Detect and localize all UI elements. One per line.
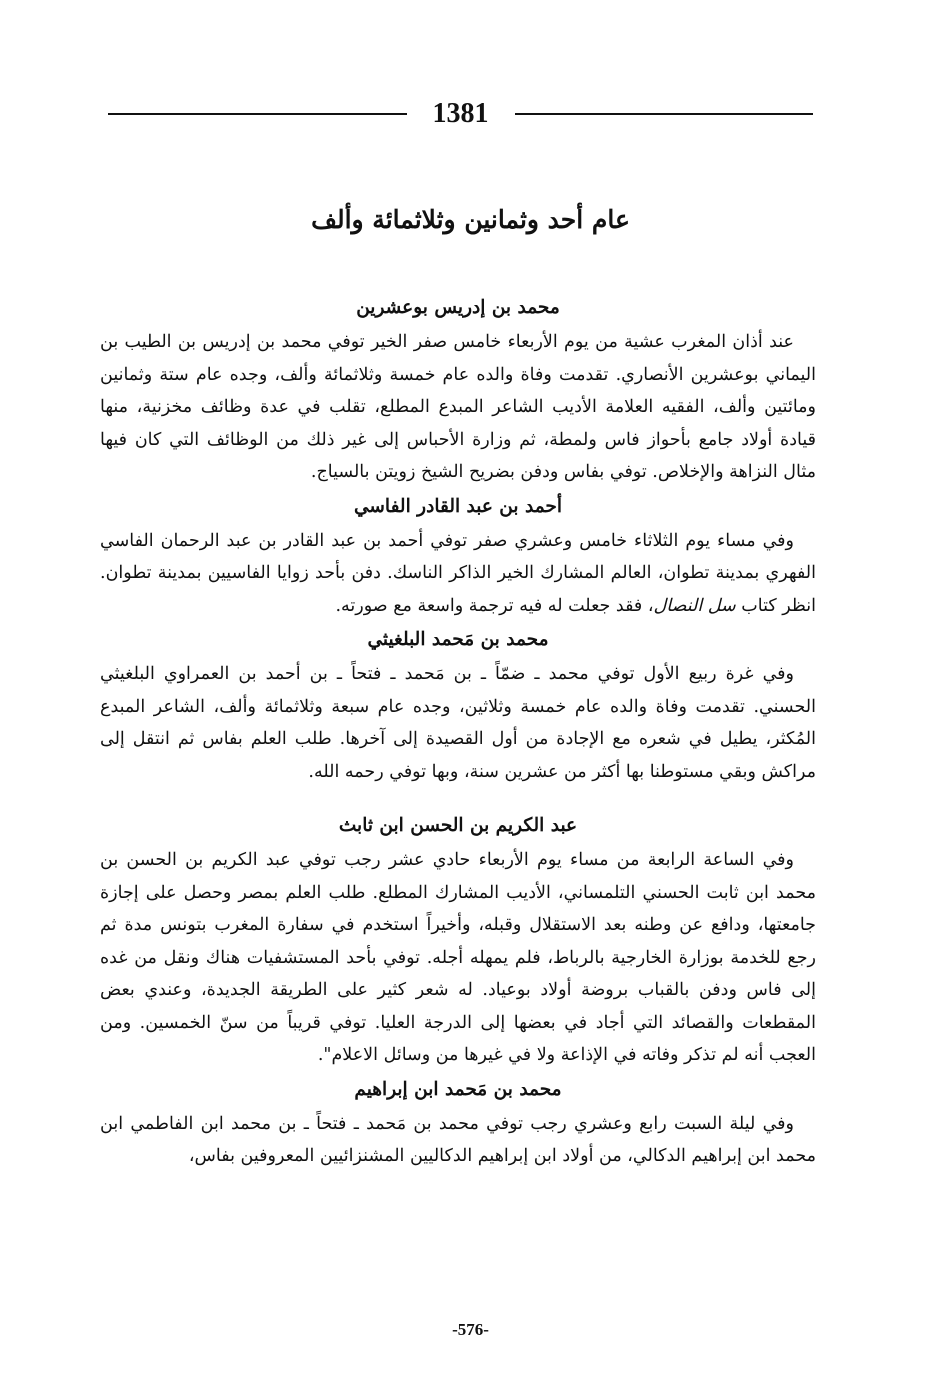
entry (100, 1072, 816, 1173)
entry-text: وفي غرة ربيع الأول توفي محمد ـ ضمّاً ـ بن مَحمد ـ فتحاً ـ بن أحمد بن العمراوي البلغيثي الحسني. تقدمت وفاة والده عام خمسة وثلاثين، وجده عام سبعة وثلاثمائة وألف، الشاعر المبدع المُكثر، يطيل في شعره مع الإجادة من أول القصيدة إلى آخرها. طلب العلم بفاس ثم انتقل إلى مراكش وبقي مستوطنا بها أكثر من عشرين سنة، وبها توفي رحمه الله. (100, 664, 816, 782)
entry (100, 489, 816, 623)
entry-name: محمد بن مَحمد البلغيثي (367, 629, 549, 650)
entry-text: عند أذان المغرب عشية من يوم الأربعاء خامس صفر الخير توفي محمد بن إدريس بن الطيب بن اليماني بوعشرين الأنصاري. تقدمت وفاة والده عام خمسة وثلاثمائة وألف، وجده عام ستة وثمانين ومائتين وألف، الفقيه العلامة الأديب الشاعر المبدع المطلع، تقلب في عدة وظائف مخزنية، منها قيادة أولاد جامع بأحواز فاس ولمطة، ثم وزارة الأحباس إلى غير ذلك من الوظائف التي كان فيها مثال النزاهة والإخلاص. توفي بفاس ودفن بضريح الشيخ زويتن بالسياج. (100, 332, 816, 482)
entry-name: محمد بن إدريس بوعشرين (356, 297, 560, 318)
year-title: عام أحد وثمانين وثلاثمائة وألف (311, 205, 630, 234)
year-number: 1381 (432, 98, 489, 129)
entry (100, 290, 816, 489)
entries (100, 290, 816, 1173)
entry (100, 622, 816, 788)
entry-text-part: وفي مساء يوم الثلاثاء خامس وعشري صفر توفي أحمد بن عبد القادر بن عبد الرحمان الفاسي الفهري بمدينة تطوان، العالم المشارك الخير الذاكر الناسك. دفن بأحد زوايا الفاسيين بمدينة تطوان. انظر كتاب (100, 530, 816, 616)
header-rule-right (515, 113, 814, 115)
book-title: سل النصال (653, 595, 736, 616)
entry-name: أحمد بن عبد القادر الفاسي (354, 495, 562, 517)
entry-name: محمد بن مَحمد ابن إبراهيم (354, 1078, 562, 1100)
page-number: -576- (452, 1320, 489, 1339)
entry (100, 808, 816, 1072)
header-rule-left (108, 113, 407, 115)
entry-text: وفي ليلة السبت رابع وعشري رجب توفي محمد بن مَحمد ـ فتحاً ـ بن محمد ابن الفاطمي ابن محمد ابن إبراهيم الدكالي، من أولاد ابن إبراهيم الدكاليين المشنزائيين المعروفين بفاس، (100, 1113, 816, 1166)
entry-text-part: ، فقد جعلت له فيه ترجمة واسعة مع صورته. (335, 595, 654, 616)
entry-text (100, 525, 816, 623)
entry-text: وفي الساعة الرابعة من مساء يوم الأربعاء حادي عشر رجب توفي عبد الكريم بن الحسن بن محمد ابن ثابت الحسني التلمساني، الأديب المشارك المطلع. طلب العلم بمصر وحصل على إجازة جامعتها، ودافع عن وطنه بعد الاستقلال وقبله، وأخيراً استخدم في سفارة المغرب بتونس مدة ثم رجع للخدمة بوزارة الخارجية بالرباط، فلم يمهله أجله. توفي بأحد المستشفيات هناك ونقل من غده إلى فاس ودفن بالقباب بروضة أولاد بوعياد. له شعر كثير على الطريقة الجديدة، وعندي بعض المقطعات والقصائد التي أجاد في بعضها إلى الدرجة العليا. توفي قريباً من سنّ الخمسين. ومن العجب أنه لم تذكر وفاته في الإذاعة ولا في غيرها من وسائل الاعلام". (100, 850, 816, 1065)
entry-name: عبد الكريم بن الحسن ابن ثابث (338, 815, 578, 836)
year-header (108, 92, 813, 136)
